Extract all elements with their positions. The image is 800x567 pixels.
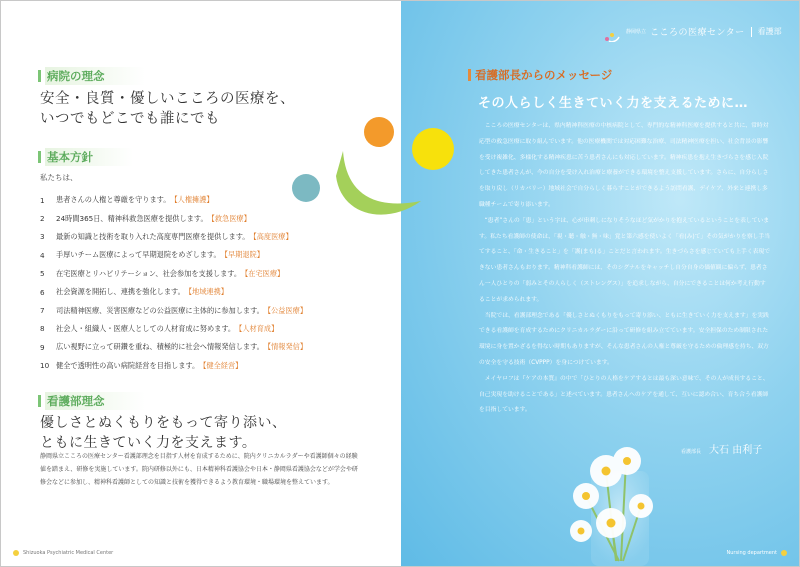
footer-right-text: Nursing department	[726, 550, 777, 556]
philosophy-text: 安全・良質・優しいこころの医療を、 いつでもどこでも誰にでも	[40, 91, 295, 127]
policy-item: 6 社会資源を開拓し、連携を強化します。 【地域連携】	[40, 287, 228, 297]
policy-item: 7 司法精神医療、災害医療などの公益医療に主体的に参加します。 【公益医療】	[40, 305, 308, 316]
policy-intro: 私たちは、	[40, 173, 78, 182]
logo-main: こころの医療センター	[650, 28, 745, 38]
nursing-heading: 看護部理念	[38, 392, 145, 410]
page-number-badge	[13, 550, 19, 556]
policy-list	[40, 191, 360, 375]
logo-sub: 静岡県立	[626, 29, 647, 35]
message-paragraph: 当院では、看護部理念である「優しさとぬくもりをもって寄り添い、ともに生きていく力を支えます」を実践できる看護師を育成するためにクリニカルラダーに沿って研修を組み立てています。安全担保のため制限された環境に身を置かざるを得ない時期もありますが、そんな患者さんの人権と尊厳を守るための倫理感を持ち、双方の安全を守る技術（CVPPP）を身につけています。	[479, 312, 769, 366]
message-body	[479, 119, 771, 419]
message-paragraph: メイヤロフは『ケアの本質』の中で「ひとりの人格をケアするとは最も深い意味で、その人が成長すること、自己実現を助けることである」と述べています。患者さんへのケアを通して、互いに認め合い、育ち合う看護師を目指しています。	[479, 375, 769, 414]
policy-heading: 基本方針	[38, 148, 133, 166]
signature-name: 大石 由利子	[709, 445, 763, 456]
policy-item: 3 最新の知識と技術を取り入れた高度専門医療を提供します。 【高度医療】	[40, 231, 293, 242]
signature	[681, 441, 762, 456]
message-paragraph: こころの医療センターは、県内精神科医療の中核病院として、専門的な精神科医療を提供すると共に、常時対応型の救急医療に取り組んでいます。他の医療機関では対応困難な治療、司法精神医療を担い、社会背景の影響を受け複雑化、多様化する精神疾患に苦う患者さんにも対応しています。精神疾患を抱え生きづらさを感じ入院してきた患者さんが、今の自分を受け入れ治療と療養ができる環境を整え支援しています。さらに、自分らしさを取り戻し（リカバリー）地域社会で自分らしく暮らすことができるよう訪問看護、デイケア、外来と連携し多職種チームで寄り添います。	[479, 123, 769, 208]
policy-item: 8 社会人・組織人・医療人としての人材育成に努めます。 【人材育成】	[40, 323, 279, 334]
policy-item: 4 手厚いチーム医療によって早期退院をめざします。 【早期退院】	[40, 250, 264, 260]
policy-item: 10 健全で透明性の高い病院経営を目指します。 【健全経営】	[40, 360, 243, 371]
message-title: その人らしく生きていく力を支えるために…	[478, 96, 749, 111]
logo-mark-icon	[604, 27, 620, 37]
message-heading: 看護部長からのメッセージ	[468, 67, 612, 83]
left-page	[1, 1, 401, 566]
policy-item: 1 患者さんの人権と尊厳を守ります。 【人権擁護】	[40, 195, 214, 205]
nursing-philosophy-text: 優しさとぬくもりをもって寄り添い、 ともに生きていく力を支えます。	[40, 415, 287, 451]
message-paragraph: “患者”さんの「患」という字は、心が串刺しになりそうなほど気がかりを抱えているということを表しています。私たち看護師の使命は、「視・聴・触・無・味」覚と第六感を使いよく「看(み)て」その気がかりを察し手当てすること、「命・生きること」を「護(まも)る」ことだと言われます。生きづらさを感じていても上手く表現できない患者さんもおります。精神科看護師には、そのシグナルをキャッチし自分自身の価値観に偏らず、患者さん一人ひとりの「弱みとその人らしく（ストレングス）」を追求しながら、自分にできることは何か考え行動することが求められます。	[479, 217, 771, 303]
page-number-badge	[781, 550, 787, 556]
nursing-body-text: 静岡県立こころの医療センター看護部理念を目指す人材を育成するために、院内クリニカルラダーや看護師個々の経験値を踏まえ、研修を実施しています。院内研修以外にも、日本精神科看護協会や日本・静岡県看護協会などが学会や研修会などに参加し、精神科看護師としての知識と技術を獲得できるよう教育環境・職場環境を整えています。	[40, 453, 358, 486]
logo-dept: 看護部	[757, 27, 782, 36]
logo	[604, 25, 782, 38]
footer-left-text: Shizuoka Psychiatric Medical Center	[23, 550, 114, 556]
philosophy-heading: 病院の理念	[38, 67, 145, 85]
policy-item: 2 24時間365日、精神科救急医療を提供します。 【救急医療】	[40, 213, 251, 224]
footer-right	[727, 550, 787, 556]
policy-item: 5 在宅医療とリハビリテーション、社会参加を支援します。 【在宅医療】	[40, 268, 285, 279]
footer-left	[13, 550, 113, 556]
signature-role: 看護部長	[681, 449, 702, 455]
policy-item: 9 広い視野に立って研鑽を重ね、積極的に社会へ情報発信します。 【情報発信】	[40, 342, 308, 352]
